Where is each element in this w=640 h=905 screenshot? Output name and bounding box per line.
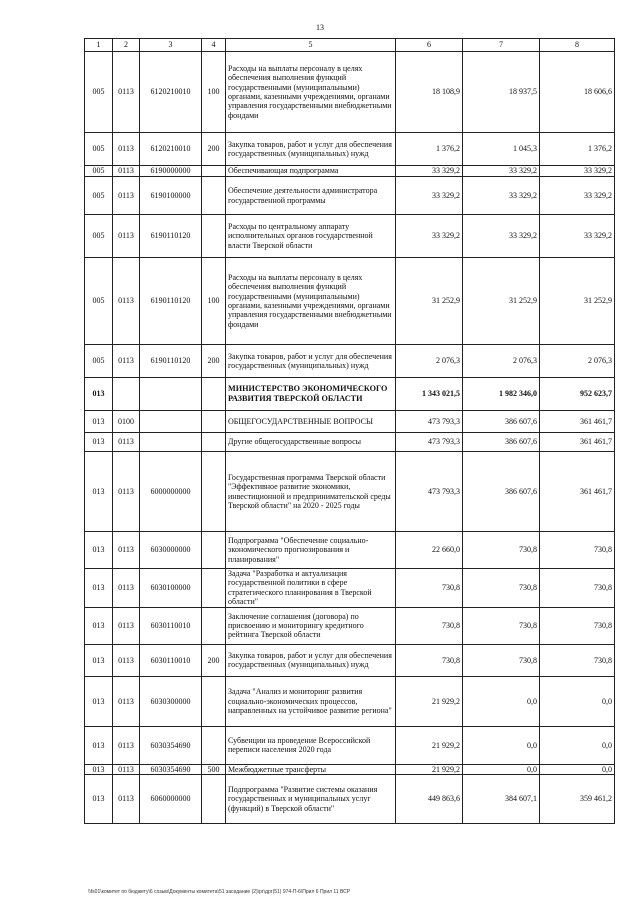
cell-target-article: 6030110010 xyxy=(140,644,202,676)
cell-section-code: 0113 xyxy=(113,775,140,824)
cell-amount-year-2: 386 607,6 xyxy=(463,452,540,532)
cell-name: ОБЩЕГОСУДАРСТВЕННЫЕ ВОПРОСЫ xyxy=(226,411,396,433)
cell-expense-type xyxy=(202,215,226,258)
cell-amount-year-1: 449 863,6 xyxy=(396,775,463,824)
cell-expense-type xyxy=(202,378,226,411)
cell-department-code: 005 xyxy=(85,345,113,378)
cell-expense-type xyxy=(202,452,226,532)
cell-department-code: 013 xyxy=(85,726,113,764)
cell-amount-year-1: 473 793,3 xyxy=(396,411,463,433)
cell-amount-year-2: 0,0 xyxy=(463,726,540,764)
cell-name: Задача "Анализ и мониторинг развития социально-экономических процессов, направленных на устойчивое развитие региона" xyxy=(226,676,396,726)
cell-amount-year-2: 1 045,3 xyxy=(463,133,540,166)
cell-expense-type: 100 xyxy=(202,52,226,133)
cell-section-code: 0113 xyxy=(113,569,140,608)
cell-expense-type: 200 xyxy=(202,644,226,676)
column-header: 6 xyxy=(396,39,463,52)
cell-department-code: 013 xyxy=(85,644,113,676)
cell-amount-year-3: 952 623,7 xyxy=(540,378,615,411)
cell-amount-year-3: 0,0 xyxy=(540,726,615,764)
cell-name: Закупка товаров, работ и услуг для обеспечения государственных (муниципальных) нужд xyxy=(226,644,396,676)
cell-expense-type xyxy=(202,177,226,215)
cell-department-code: 013 xyxy=(85,532,113,569)
budget-table xyxy=(84,38,615,824)
cell-name: Задача "Разработка и актуализация государственной политики в сфере стратегического планирования в Тверской области" xyxy=(226,569,396,608)
cell-section-code: 0113 xyxy=(113,532,140,569)
cell-name: Закупка товаров, работ и услуг для обеспечения государственных (муниципальных) нужд xyxy=(226,133,396,166)
cell-section-code: 0113 xyxy=(113,133,140,166)
cell-section-code: 0113 xyxy=(113,215,140,258)
cell-amount-year-2: 730,8 xyxy=(463,532,540,569)
cell-name: МИНИСТЕРСТВО ЭКОНОМИЧЕСКОГО РАЗВИТИЯ ТВЕРСКОЙ ОБЛАСТИ xyxy=(226,378,396,411)
cell-department-code: 013 xyxy=(85,378,113,411)
cell-amount-year-2: 18 937,5 xyxy=(463,52,540,133)
cell-name: Государственная программа Тверской области "Эффективное развитие экономики, инвестиционной и предпринимательской среды Тверской области" на 2020 - 2025 годы xyxy=(226,452,396,532)
table-row xyxy=(85,411,615,433)
column-header: 2 xyxy=(113,39,140,52)
cell-section-code: 0113 xyxy=(113,52,140,133)
cell-amount-year-1: 33 329,2 xyxy=(396,166,463,177)
cell-section-code: 0113 xyxy=(113,764,140,774)
cell-expense-type xyxy=(202,569,226,608)
table-row xyxy=(85,258,615,345)
table-row xyxy=(85,452,615,532)
cell-amount-year-1: 473 793,3 xyxy=(396,433,463,452)
cell-amount-year-2: 1 982 346,0 xyxy=(463,378,540,411)
cell-section-code: 0113 xyxy=(113,166,140,177)
cell-amount-year-2: 730,8 xyxy=(463,607,540,644)
cell-amount-year-1: 730,8 xyxy=(396,569,463,608)
cell-department-code: 013 xyxy=(85,433,113,452)
cell-name: Расходы на выплаты персоналу в целях обеспечения выполнения функций государственными (муниципальными) органами, казенными учреждениями, органами управления государственными внебюджетными фондами xyxy=(226,52,396,133)
cell-amount-year-1: 22 660,0 xyxy=(396,532,463,569)
cell-section-code: 0113 xyxy=(113,452,140,532)
cell-amount-year-2: 33 329,2 xyxy=(463,215,540,258)
cell-amount-year-2: 730,8 xyxy=(463,569,540,608)
cell-amount-year-1: 2 076,3 xyxy=(396,345,463,378)
cell-amount-year-3: 361 461,7 xyxy=(540,411,615,433)
cell-department-code: 013 xyxy=(85,607,113,644)
cell-target-article: 6030100000 xyxy=(140,569,202,608)
cell-section-code: 0113 xyxy=(113,258,140,345)
cell-amount-year-3: 33 329,2 xyxy=(540,215,615,258)
footer-file-path: \\fs01\комитет по бюджету\6 созыв\Документы комитета\51 заседание (2)\рг\дрг(51) 974-П-6\Прил 6 Прил 11 ВСР xyxy=(88,889,351,895)
cell-amount-year-3: 0,0 xyxy=(540,676,615,726)
cell-amount-year-1: 730,8 xyxy=(396,607,463,644)
cell-expense-type xyxy=(202,166,226,177)
cell-amount-year-3: 730,8 xyxy=(540,607,615,644)
cell-amount-year-1: 21 929,2 xyxy=(396,764,463,774)
cell-amount-year-3: 18 606,6 xyxy=(540,52,615,133)
cell-amount-year-1: 18 108,9 xyxy=(396,52,463,133)
cell-section-code xyxy=(113,378,140,411)
cell-amount-year-2: 33 329,2 xyxy=(463,166,540,177)
column-header: 5 xyxy=(226,39,396,52)
cell-target-article xyxy=(140,433,202,452)
cell-target-article: 6030354690 xyxy=(140,764,202,774)
table-row xyxy=(85,644,615,676)
cell-amount-year-2: 386 607,6 xyxy=(463,433,540,452)
cell-expense-type: 500 xyxy=(202,764,226,774)
cell-amount-year-2: 2 076,3 xyxy=(463,345,540,378)
cell-name: Расходы по центральному аппарату исполнительных органов государственной власти Тверской области xyxy=(226,215,396,258)
table-row xyxy=(85,726,615,764)
table-row xyxy=(85,166,615,177)
cell-department-code: 005 xyxy=(85,258,113,345)
cell-name: Обеспечение деятельности администратора государственной программы xyxy=(226,177,396,215)
cell-expense-type: 200 xyxy=(202,345,226,378)
cell-department-code: 005 xyxy=(85,52,113,133)
cell-name: Расходы на выплаты персоналу в целях обеспечения выполнения функций государственными (муниципальными) органами, казенными учреждениями, органами управления государственными внебюджетными фондами xyxy=(226,258,396,345)
cell-amount-year-2: 386 607,6 xyxy=(463,411,540,433)
cell-amount-year-3: 730,8 xyxy=(540,569,615,608)
cell-department-code: 005 xyxy=(85,166,113,177)
cell-department-code: 005 xyxy=(85,177,113,215)
cell-target-article: 6190110120 xyxy=(140,258,202,345)
cell-amount-year-3: 1 376,2 xyxy=(540,133,615,166)
cell-department-code: 013 xyxy=(85,452,113,532)
cell-amount-year-3: 730,8 xyxy=(540,644,615,676)
table-row xyxy=(85,52,615,133)
cell-name: Подпрограмма "Обеспечение социально-экономического прогнозирования и планирования" xyxy=(226,532,396,569)
table-row xyxy=(85,133,615,166)
cell-expense-type xyxy=(202,726,226,764)
cell-amount-year-2: 730,8 xyxy=(463,644,540,676)
cell-expense-type xyxy=(202,433,226,452)
cell-amount-year-1: 1 376,2 xyxy=(396,133,463,166)
cell-target-article: 6030300000 xyxy=(140,676,202,726)
cell-section-code: 0113 xyxy=(113,607,140,644)
cell-amount-year-1: 33 329,2 xyxy=(396,177,463,215)
cell-target-article xyxy=(140,411,202,433)
cell-amount-year-2: 384 607,1 xyxy=(463,775,540,824)
table-row xyxy=(85,378,615,411)
cell-amount-year-2: 33 329,2 xyxy=(463,177,540,215)
cell-section-code: 0113 xyxy=(113,433,140,452)
cell-target-article: 6120210010 xyxy=(140,52,202,133)
cell-amount-year-3: 31 252,9 xyxy=(540,258,615,345)
cell-name: Закупка товаров, работ и услуг для обеспечения государственных (муниципальных) нужд xyxy=(226,345,396,378)
cell-amount-year-1: 21 929,2 xyxy=(396,726,463,764)
cell-target-article: 6120210010 xyxy=(140,133,202,166)
column-header: 1 xyxy=(85,39,113,52)
table-row xyxy=(85,676,615,726)
cell-amount-year-3: 730,8 xyxy=(540,532,615,569)
header-row xyxy=(85,39,615,52)
column-header: 4 xyxy=(202,39,226,52)
cell-amount-year-3: 33 329,2 xyxy=(540,177,615,215)
cell-department-code: 005 xyxy=(85,133,113,166)
cell-target-article: 6190000000 xyxy=(140,166,202,177)
table-row xyxy=(85,345,615,378)
cell-amount-year-3: 33 329,2 xyxy=(540,166,615,177)
table-row xyxy=(85,569,615,608)
table-row xyxy=(85,177,615,215)
table-row xyxy=(85,532,615,569)
column-header: 7 xyxy=(463,39,540,52)
cell-amount-year-1: 730,8 xyxy=(396,644,463,676)
cell-section-code: 0113 xyxy=(113,726,140,764)
cell-amount-year-2: 0,0 xyxy=(463,676,540,726)
cell-amount-year-1: 31 252,9 xyxy=(396,258,463,345)
cell-expense-type: 100 xyxy=(202,258,226,345)
cell-department-code: 013 xyxy=(85,775,113,824)
cell-amount-year-2: 0,0 xyxy=(463,764,540,774)
cell-name: Подпрограмма "Развитие системы оказания государственных и муниципальных услуг (функций) в Тверской области" xyxy=(226,775,396,824)
cell-expense-type xyxy=(202,607,226,644)
cell-section-code: 0113 xyxy=(113,676,140,726)
cell-expense-type xyxy=(202,676,226,726)
cell-target-article: 6030110010 xyxy=(140,607,202,644)
cell-department-code: 013 xyxy=(85,676,113,726)
cell-amount-year-1: 473 793,3 xyxy=(396,452,463,532)
cell-department-code: 013 xyxy=(85,764,113,774)
cell-name: Обеспечивающая подпрограмма xyxy=(226,166,396,177)
cell-expense-type xyxy=(202,532,226,569)
cell-amount-year-3: 359 461,2 xyxy=(540,775,615,824)
cell-amount-year-3: 361 461,7 xyxy=(540,452,615,532)
table-row xyxy=(85,764,615,774)
cell-name: Другие общегосударственные вопросы xyxy=(226,433,396,452)
cell-target-article: 6190110120 xyxy=(140,345,202,378)
cell-amount-year-3: 361 461,7 xyxy=(540,433,615,452)
cell-target-article xyxy=(140,378,202,411)
cell-target-article: 6000000000 xyxy=(140,452,202,532)
cell-department-code: 013 xyxy=(85,411,113,433)
cell-section-code: 0113 xyxy=(113,644,140,676)
cell-expense-type xyxy=(202,775,226,824)
cell-name: Межбюджетные трансферты xyxy=(226,764,396,774)
column-header: 8 xyxy=(540,39,615,52)
cell-amount-year-3: 2 076,3 xyxy=(540,345,615,378)
cell-department-code: 013 xyxy=(85,569,113,608)
cell-section-code: 0100 xyxy=(113,411,140,433)
cell-amount-year-1: 21 929,2 xyxy=(396,676,463,726)
column-header: 3 xyxy=(140,39,202,52)
cell-target-article: 6060000000 xyxy=(140,775,202,824)
table-row xyxy=(85,433,615,452)
cell-expense-type xyxy=(202,411,226,433)
table-row xyxy=(85,607,615,644)
cell-section-code: 0113 xyxy=(113,177,140,215)
cell-expense-type: 200 xyxy=(202,133,226,166)
cell-target-article: 6190100000 xyxy=(140,177,202,215)
page-number: 13 xyxy=(316,23,324,32)
cell-name: Заключение соглашения (договора) по присвоению и мониторингу кредитного рейтинга Тверской области xyxy=(226,607,396,644)
table-row xyxy=(85,775,615,824)
cell-name: Субвенции на проведение Всероссийской переписи населения 2020 года xyxy=(226,726,396,764)
cell-amount-year-2: 31 252,9 xyxy=(463,258,540,345)
cell-amount-year-3: 0,0 xyxy=(540,764,615,774)
cell-section-code: 0113 xyxy=(113,345,140,378)
table-row xyxy=(85,215,615,258)
cell-target-article: 6030354690 xyxy=(140,726,202,764)
cell-target-article: 6190110120 xyxy=(140,215,202,258)
cell-target-article: 6030000000 xyxy=(140,532,202,569)
cell-amount-year-1: 1 343 021,5 xyxy=(396,378,463,411)
cell-department-code: 005 xyxy=(85,215,113,258)
cell-amount-year-1: 33 329,2 xyxy=(396,215,463,258)
